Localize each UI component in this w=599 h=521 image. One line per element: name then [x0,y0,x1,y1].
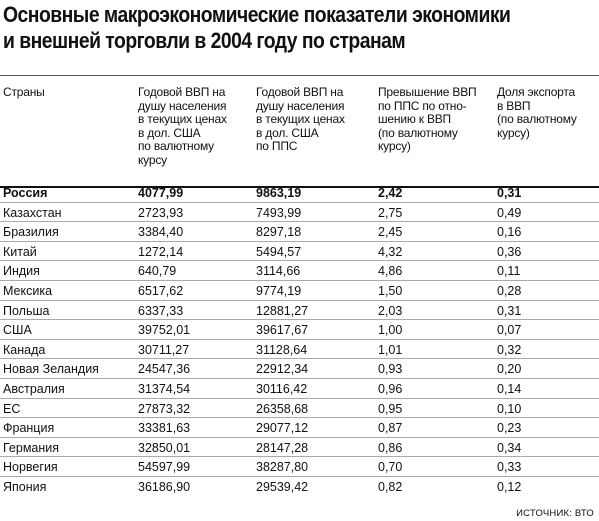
table-row [0,261,599,281]
gdp-exchange-cell: 2723,93 [138,205,184,220]
table-row [0,281,599,301]
country-cell: Япония [3,479,47,494]
gdp-ppp-cell: 29539,42 [256,479,309,494]
ppp-ratio-cell: 0,87 [378,421,403,436]
gdp-exchange-cell: 31374,54 [138,381,191,396]
export-share-cell: 0,07 [497,323,522,338]
ppp-ratio-cell: 4,32 [378,244,403,259]
gdp-ppp-cell: 3114,66 [256,264,301,279]
source-note: ИСТОЧНИК: ВТО [516,508,594,519]
country-cell: Бразилия [3,225,59,240]
ppp-ratio-cell: 0,96 [378,381,403,396]
export-share-cell: 0,20 [497,362,522,377]
title-line-2: и внешней торговли в 2004 году по странам [3,28,406,53]
gdp-ppp-cell: 38287,80 [256,460,309,475]
gdp-exchange-cell: 30711,27 [138,342,190,357]
gdp-ppp-cell: 39617,67 [256,323,309,338]
gdp-ppp-cell: 30116,42 [256,381,308,396]
ppp-ratio-cell: 0,95 [378,401,403,416]
ppp-ratio-cell: 0,70 [378,460,403,475]
gdp-exchange-cell: 640,79 [138,264,177,279]
ppp-ratio-cell: 2,75 [378,205,403,220]
country-cell: Канада [3,342,46,357]
gdp-exchange-cell: 27873,32 [138,401,191,416]
table-row [0,379,599,399]
gdp-exchange-cell: 6337,33 [138,303,184,318]
table-row [0,320,599,340]
export-share-cell: 0,10 [497,401,522,416]
export-share-cell: 0,12 [497,479,522,494]
gdp-exchange-cell: 1272,14 [138,244,184,259]
country-cell: Китай [3,244,37,259]
export-share-cell: 0,23 [497,421,522,436]
gdp-exchange-cell: 39752,01 [138,323,191,338]
table-row [0,203,599,223]
gdp-ppp-cell: 8297,18 [256,225,302,240]
table-row [0,242,599,262]
table-row [0,340,599,360]
gdp-ppp-cell: 26358,68 [256,401,309,416]
table-row [0,438,599,458]
gdp-exchange-cell: 54597,99 [138,460,191,475]
title-line-1: Основные макроэкономические показатели экономики [3,2,511,27]
export-share-cell: 0,28 [497,283,522,298]
country-cell: Казахстан [3,205,62,220]
country-cell: ЕС [3,401,21,416]
export-share-cell: 0,31 [497,303,522,318]
ppp-ratio-cell: 2,03 [378,303,403,318]
ppp-ratio-cell: 2,45 [378,225,403,240]
page-title [3,2,510,54]
export-share-cell: 0,11 [497,264,521,279]
ppp-ratio-cell: 0,86 [378,440,403,455]
header-countries: Страны [3,85,45,99]
country-cell: Франция [3,421,55,436]
ppp-ratio-cell: 0,82 [378,479,403,494]
ppp-ratio-cell: 2,42 [378,186,403,200]
gdp-ppp-cell: 9863,19 [256,186,302,200]
gdp-exchange-cell: 6517,62 [138,283,184,298]
table-row [0,359,599,379]
country-cell: Норвегия [3,460,58,475]
export-share-cell: 0,32 [497,342,522,357]
export-share-cell: 0,33 [497,460,522,475]
table-row [0,222,599,242]
country-cell: Мексика [3,283,53,298]
country-cell: Австралия [3,381,65,396]
gdp-exchange-cell: 33381,63 [138,421,191,436]
gdp-exchange-cell: 4077,99 [138,186,184,200]
table-row [0,418,599,438]
ppp-ratio-cell: 1,00 [378,323,403,338]
gdp-exchange-cell: 3384,40 [138,225,184,240]
gdp-ppp-cell: 9774,19 [256,283,302,298]
header-export-share: Доля экспорта в ВВП (по валютному курсу) [497,85,577,140]
gdp-ppp-cell: 12881,27 [256,303,309,318]
gdp-exchange-cell: 32850,01 [138,440,191,455]
country-cell: Индия [3,264,40,279]
country-cell: Польша [3,303,50,318]
top-divider [0,75,599,76]
gdp-exchange-cell: 36186,90 [138,479,191,494]
gdp-exchange-cell: 24547,36 [138,362,191,377]
export-share-cell: 0,49 [497,205,522,220]
export-share-cell: 0,36 [497,244,522,259]
table-row [0,301,599,321]
table-row [0,477,599,497]
gdp-ppp-cell: 28147,28 [256,440,309,455]
data-table-body [0,183,599,497]
header-gdp-ppp: Годовой ВВП на душу населения в текущих ценах в дол. США по ППС [256,85,345,154]
country-cell: Новая Зеландия [3,362,99,377]
gdp-ppp-cell: 22912,34 [256,362,309,377]
country-cell: Германия [3,440,60,455]
export-share-cell: 0,16 [497,225,522,240]
table-row [0,399,599,419]
gdp-ppp-cell: 31128,64 [256,342,308,357]
country-cell: Россия [3,186,48,200]
country-cell: США [3,323,32,338]
export-share-cell: 0,34 [497,440,522,455]
table-row [0,457,599,477]
gdp-ppp-cell: 5494,57 [256,244,302,259]
header-gdp-exchange-rate: Годовой ВВП на душу населения в текущих ценах в дол. США по валютному курсу [138,85,227,167]
ppp-ratio-cell: 1,01 [378,342,403,357]
export-share-cell: 0,14 [497,381,522,396]
table-row [0,183,599,203]
header-ppp-ratio: Превышение ВВП по ППС по отно- шению к ВВП (по валютному курсу) [378,85,477,154]
gdp-ppp-cell: 7493,99 [256,205,302,220]
ppp-ratio-cell: 4,86 [378,264,403,279]
ppp-ratio-cell: 0,93 [378,362,403,377]
gdp-ppp-cell: 29077,12 [256,421,309,436]
ppp-ratio-cell: 1,50 [378,283,403,298]
export-share-cell: 0,31 [497,186,522,200]
